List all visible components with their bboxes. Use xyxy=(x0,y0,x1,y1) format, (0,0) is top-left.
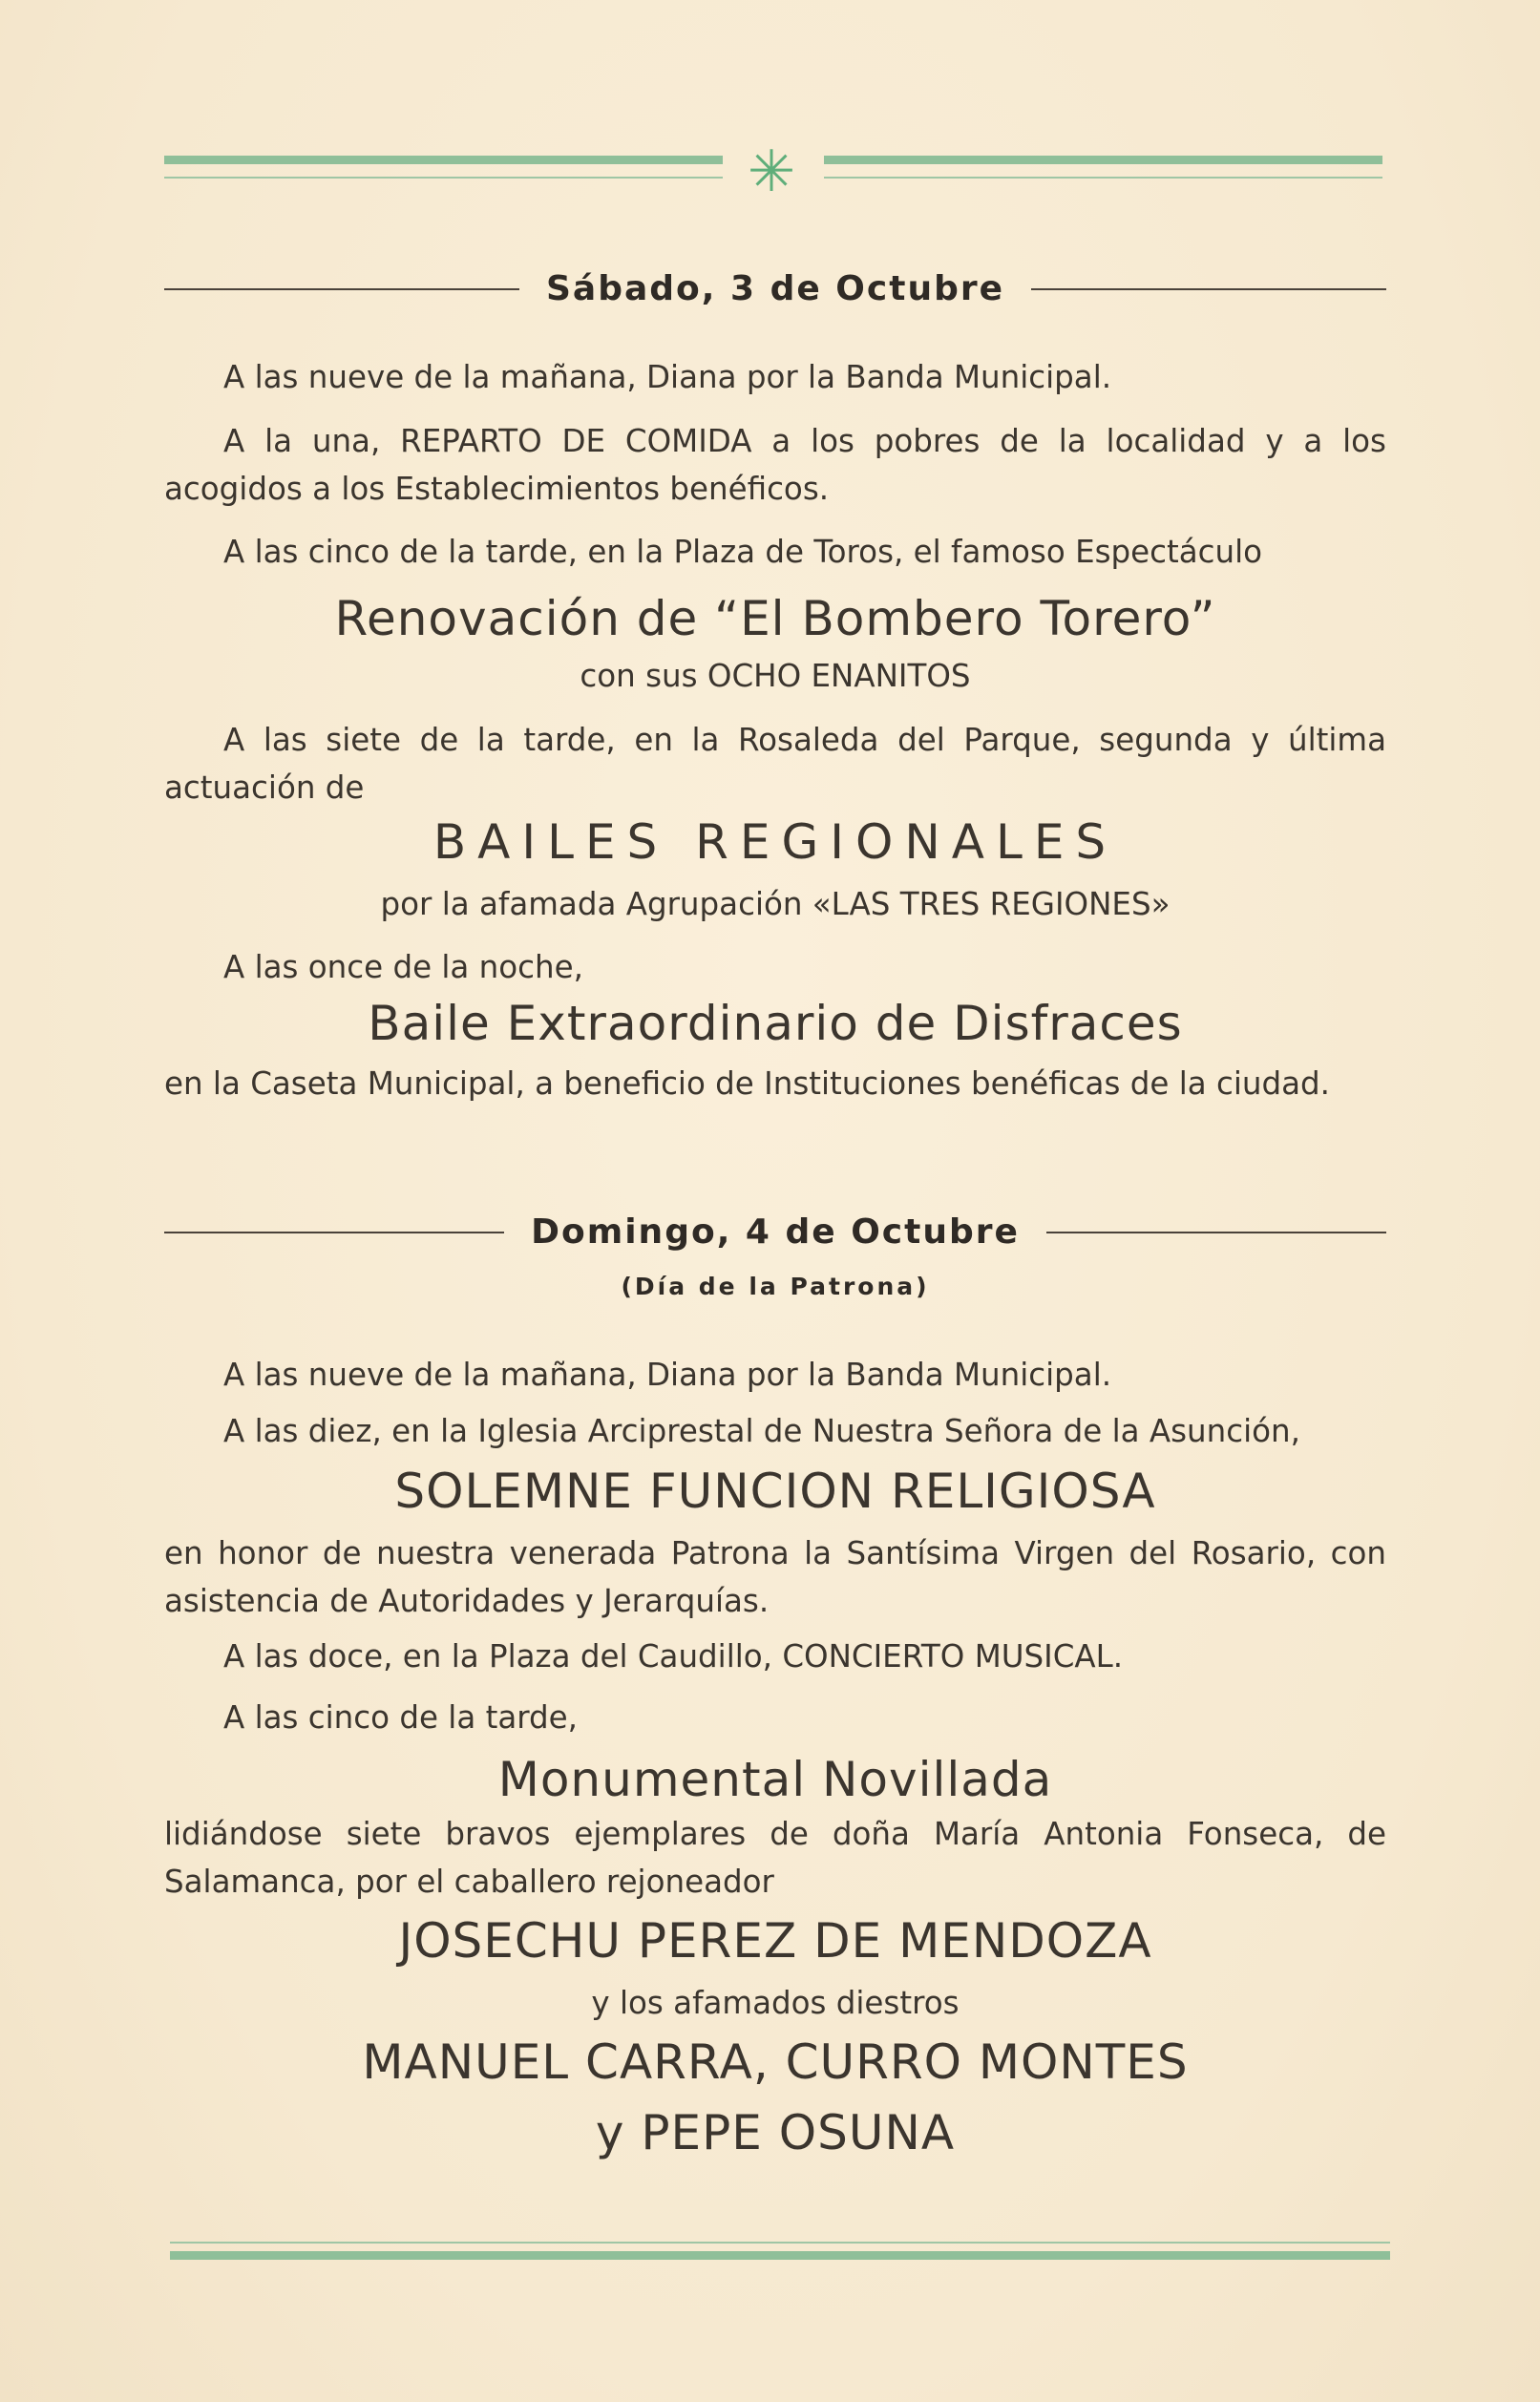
day-heading-sunday xyxy=(164,1212,1386,1252)
heading-rule xyxy=(1046,1232,1386,1233)
performer-diestro-last: y PEPE OSUNA xyxy=(595,2105,956,2160)
performer-diestros: MANUEL CARRA, CURRO MONTES xyxy=(362,2034,1189,2090)
event-title-baile-disfraces: Baile Extraordinario de Disfraces xyxy=(368,996,1183,1051)
event-subtitle-enanitos: con sus OCHO ENANITOS xyxy=(580,658,971,694)
day-subtitle: (Día de la Patrona) xyxy=(621,1273,930,1300)
paragraph-caseta: en la Caseta Municipal, a beneficio de Instituciones benéficas de la ciudad. xyxy=(164,1065,1330,1102)
top-rule-left-thin xyxy=(164,177,723,179)
paragraph-diana: A las nueve de la mañana, Diana por la Banda Municipal. xyxy=(223,359,1112,395)
bottom-rule xyxy=(170,2251,1390,2260)
event-subtitle-agrupacion: por la afamada Agrupación «LAS TRES REGIONES» xyxy=(380,886,1171,922)
paragraph-patrona: en honor de nuestra venerada Patrona la Santísima Virgen del Rosario, con asistencia de Autoridades y Jerarquías. xyxy=(164,1535,1386,1619)
paragraph-concierto: A las doce, en la Plaza del Caudillo, CONCIERTO MUSICAL. xyxy=(223,1638,1124,1675)
event-title-bombero: Renovación de “El Bombero Torero” xyxy=(334,591,1216,646)
paragraph-rosaleda: A las siete de la tarde, en la Rosaleda del Parque, segunda y última actuación de xyxy=(164,722,1386,806)
day-title: Sábado, 3 de Octubre xyxy=(546,269,1005,308)
performer-connector: y los afamados diestros xyxy=(591,1985,960,2021)
top-rule-right xyxy=(824,156,1382,164)
day-heading-saturday xyxy=(164,269,1386,308)
asterisk-ornament-icon: ✳ xyxy=(747,138,796,205)
event-title-bailes: BAILES REGIONALES xyxy=(432,814,1118,870)
top-rule-right-thin xyxy=(824,177,1382,179)
bottom-rule-thin xyxy=(170,2242,1390,2244)
heading-rule xyxy=(164,288,519,290)
paragraph-ejemplares: lidiándose siete bravos ejemplares de doña María Antonia Fonseca, de Salamanca, por el caballero rejoneador xyxy=(164,1816,1386,1900)
top-rule-left xyxy=(164,156,723,164)
performer-rejoneador: JOSECHU PEREZ DE MENDOZA xyxy=(398,1913,1152,1969)
heading-rule xyxy=(1031,288,1386,290)
paragraph-reparto: A la una, REPARTO DE COMIDA a los pobres de la localidad y a los acogidos a los Establecimientos benéficos. xyxy=(164,423,1386,507)
day-title: Domingo, 4 de Octubre xyxy=(531,1212,1020,1252)
heading-rule xyxy=(164,1232,504,1233)
paragraph-iglesia: A las diez, en la Iglesia Arciprestal de Nuestra Señora de la Asunción, xyxy=(223,1413,1300,1449)
paragraph-cinco-tarde: A las cinco de la tarde, xyxy=(223,1699,578,1736)
event-title-novillada: Monumental Novillada xyxy=(497,1752,1053,1807)
paragraph-espectaculo: A las cinco de la tarde, en la Plaza de Toros, el famoso Espectáculo xyxy=(223,534,1263,570)
event-title-funcion: SOLEMNE FUNCION RELIGIOSA xyxy=(394,1464,1156,1519)
paragraph-once-noche: A las once de la noche, xyxy=(223,949,583,985)
paragraph-diana: A las nueve de la mañana, Diana por la Banda Municipal. xyxy=(223,1357,1112,1393)
